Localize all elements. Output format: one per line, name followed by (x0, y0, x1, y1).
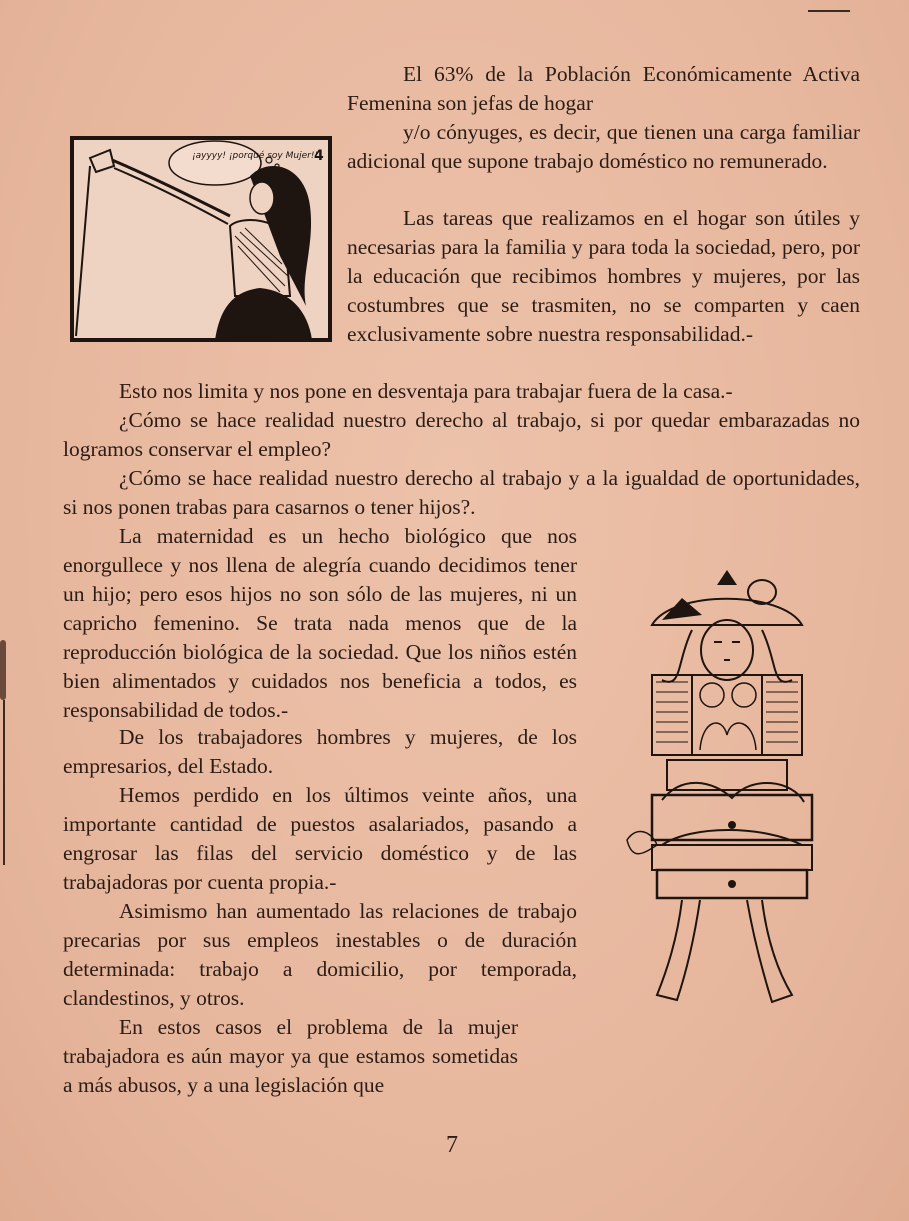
corner-number: 4 (314, 148, 324, 164)
paragraph-4: Esto nos limita y nos pone en desventaja para trabajar fuera de la casa.- (119, 379, 733, 403)
woman-shouting-illustration (70, 136, 332, 342)
paragraph-2: y/o cónyuges, es decir, que tienen una carga familiar adicional que supone trabajo doméstico no remunerado. (347, 120, 860, 173)
paragraph-3: Las tareas que realizamos en el hogar son útiles y necesarias para la familia y para toda la sociedad, pero, por la educación que recibimos hombres y mujeres, por las costumbres que se trasmiten, no se comparten y caen exclusivamente sobre nuestra responsabilidad.- (347, 206, 860, 346)
paragraph-10: Asimismo han aumentado las relaciones de trabajo precarias por sus empleos inestables o de duración determinada: trabajo a domicilio, por temporada, clandestinos, y otros. (63, 899, 577, 1010)
edge-stain (0, 640, 6, 700)
paragraph-9: Hemos perdido en los últimos veinte años, una importante cantidad de puestos asalariados, pasando a engrosar las filas del servicio doméstico y de las trabajadoras por cuenta propia.- (63, 783, 577, 894)
woman-cabinet-illustration (622, 570, 832, 1020)
top-rule (808, 10, 850, 12)
margin-line (3, 700, 5, 865)
paragraph-11: En estos casos el problema de la mujer trabajadora es aún mayor ya que estamos sometidas a más abusos, y a una legislación que (63, 1015, 518, 1097)
page-number: 7 (446, 1132, 458, 1158)
paragraph-5: ¿Cómo se hace realidad nuestro derecho al trabajo, si por quedar embarazadas no logramos conservar el empleo? (63, 408, 860, 461)
paragraph-8: De los trabajadores hombres y mujeres, de los empresarios, del Estado. (63, 725, 577, 778)
paragraph-6: ¿Cómo se hace realidad nuestro derecho al trabajo y a la igualdad de oportunidades, si nos ponen trabas para casarnos o tener hijos?. (63, 466, 860, 519)
paragraph-7: La maternidad es un hecho biológico que nos enorgullece y nos llena de alegría cuando decidimos tener un hijo; pero esos hijos no son sólo de las mujeres, ni un capricho femenino. Se trata nada menos que de la reproducción biológica de la sociedad. Que los niños estén bien alimentados y cuidados nos beneficia a todos, es responsabilidad de todos.- (63, 524, 577, 722)
paragraph-1: El 63% de la Población Económicamente Activa Femenina son jefas de hogar (347, 62, 860, 115)
speech-bubble-text: ¡ayyyy! ¡porqué soy Mujer!! (192, 151, 319, 161)
